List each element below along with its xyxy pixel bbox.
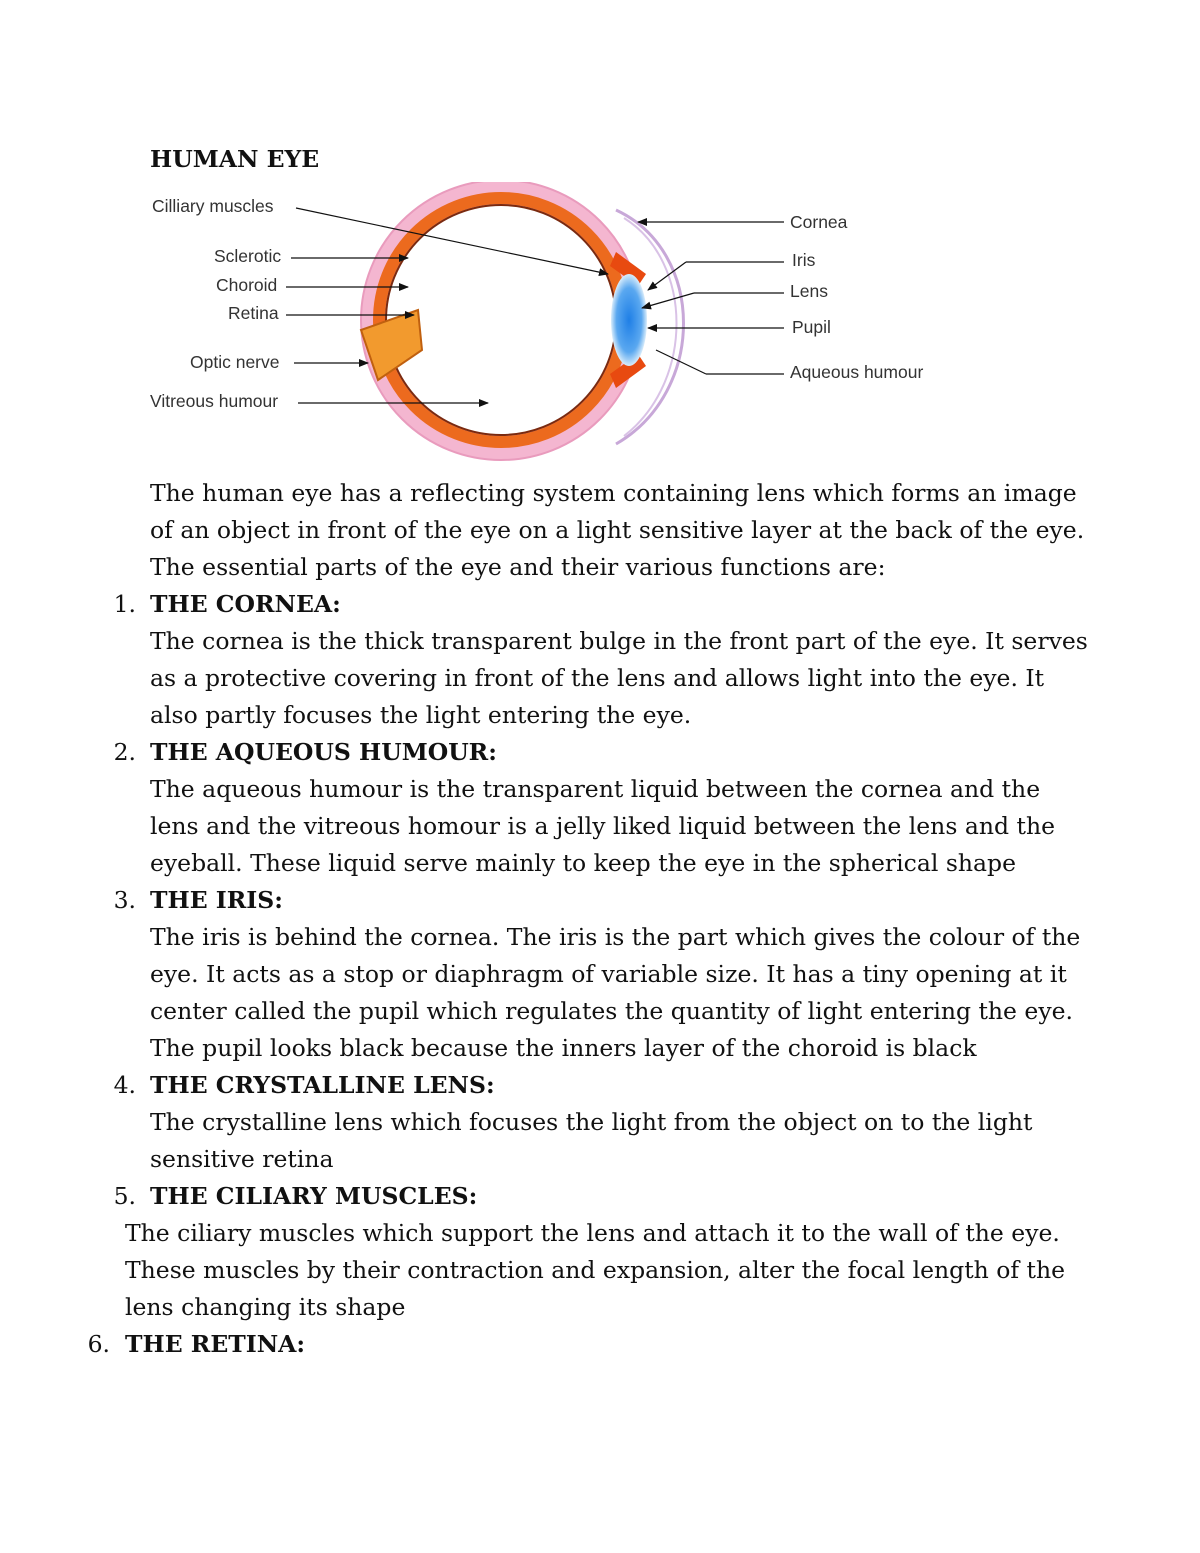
- label-cornea: Cornea: [790, 212, 848, 232]
- section-heading: THE RETINA:: [125, 1330, 306, 1358]
- label-iris: Iris: [792, 250, 816, 270]
- lens: [611, 274, 647, 366]
- body-line: The ciliary muscles which support the lens and attach it to the wall of the eye.: [125, 1219, 1060, 1247]
- section-heading: THE CRYSTALLINE LENS:: [150, 1071, 495, 1099]
- body-line: The aqueous humour is the transparent liquid between the cornea and the: [150, 775, 1041, 803]
- intro-line: The human eye has a reflecting system containing lens which forms an image: [150, 479, 1077, 507]
- body-line: also partly focuses the light entering the eye.: [150, 701, 692, 729]
- label-aqueous-humour: Aqueous humour: [790, 362, 924, 382]
- section-heading: THE AQUEOUS HUMOUR:: [150, 738, 497, 766]
- body-line: lens changing its shape: [125, 1293, 406, 1321]
- human-eye-diagram: [146, 182, 956, 464]
- body-line: The pupil looks black because the inners layer of the choroid is black: [150, 1034, 977, 1062]
- list-number: 5.: [113, 1182, 136, 1210]
- list-number: 4.: [113, 1071, 136, 1099]
- label-lens: Lens: [790, 281, 828, 301]
- list-number: 6.: [87, 1330, 110, 1358]
- body-line: The crystalline lens which focuses the light from the object on to the light: [150, 1108, 1033, 1136]
- page-title: HUMAN EYE: [150, 145, 320, 173]
- label-sclerotic: Sclerotic: [214, 246, 282, 266]
- intro-line: The essential parts of the eye and their various functions are:: [150, 553, 886, 581]
- body-line: sensitive retina: [150, 1145, 334, 1173]
- label-retina: Retina: [228, 303, 279, 323]
- label-vitreous-humour: Vitreous humour: [150, 391, 279, 411]
- section-heading: THE CORNEA:: [150, 590, 341, 618]
- intro-line: of an object in front of the eye on a light sensitive layer at the back of the eye.: [150, 516, 1085, 544]
- list-number: 2.: [113, 738, 136, 766]
- label-pupil: Pupil: [792, 317, 831, 337]
- label-choroid: Choroid: [216, 275, 278, 295]
- body-line: These muscles by their contraction and expansion, alter the focal length of the: [125, 1256, 1066, 1284]
- section-heading: THE CILIARY MUSCLES:: [150, 1182, 478, 1210]
- label-optic-nerve: Optic nerve: [190, 352, 280, 372]
- body-line: center called the pupil which regulates the quantity of light entering the eye.: [150, 997, 1073, 1025]
- vitreous-humour: [388, 207, 614, 433]
- section-heading: THE IRIS:: [150, 886, 283, 914]
- list-number: 1.: [113, 590, 136, 618]
- list-number: 3.: [113, 886, 136, 914]
- body-line: eyeball. These liquid serve mainly to keep the eye in the spherical shape: [150, 849, 1017, 877]
- body-line: lens and the vitreous homour is a jelly liked liquid between the lens and the: [150, 812, 1055, 840]
- body-line: eye. It acts as a stop or diaphragm of variable size. It has a tiny opening at it: [150, 960, 1067, 988]
- body-line: as a protective covering in front of the lens and allows light into the eye. It: [150, 664, 1045, 692]
- body-line: The iris is behind the cornea. The iris is the part which gives the colour of the: [150, 923, 1081, 951]
- label-ciliary-muscles: Cilliary muscles: [152, 196, 274, 216]
- body-line: The cornea is the thick transparent bulge in the front part of the eye. It serves: [150, 627, 1088, 655]
